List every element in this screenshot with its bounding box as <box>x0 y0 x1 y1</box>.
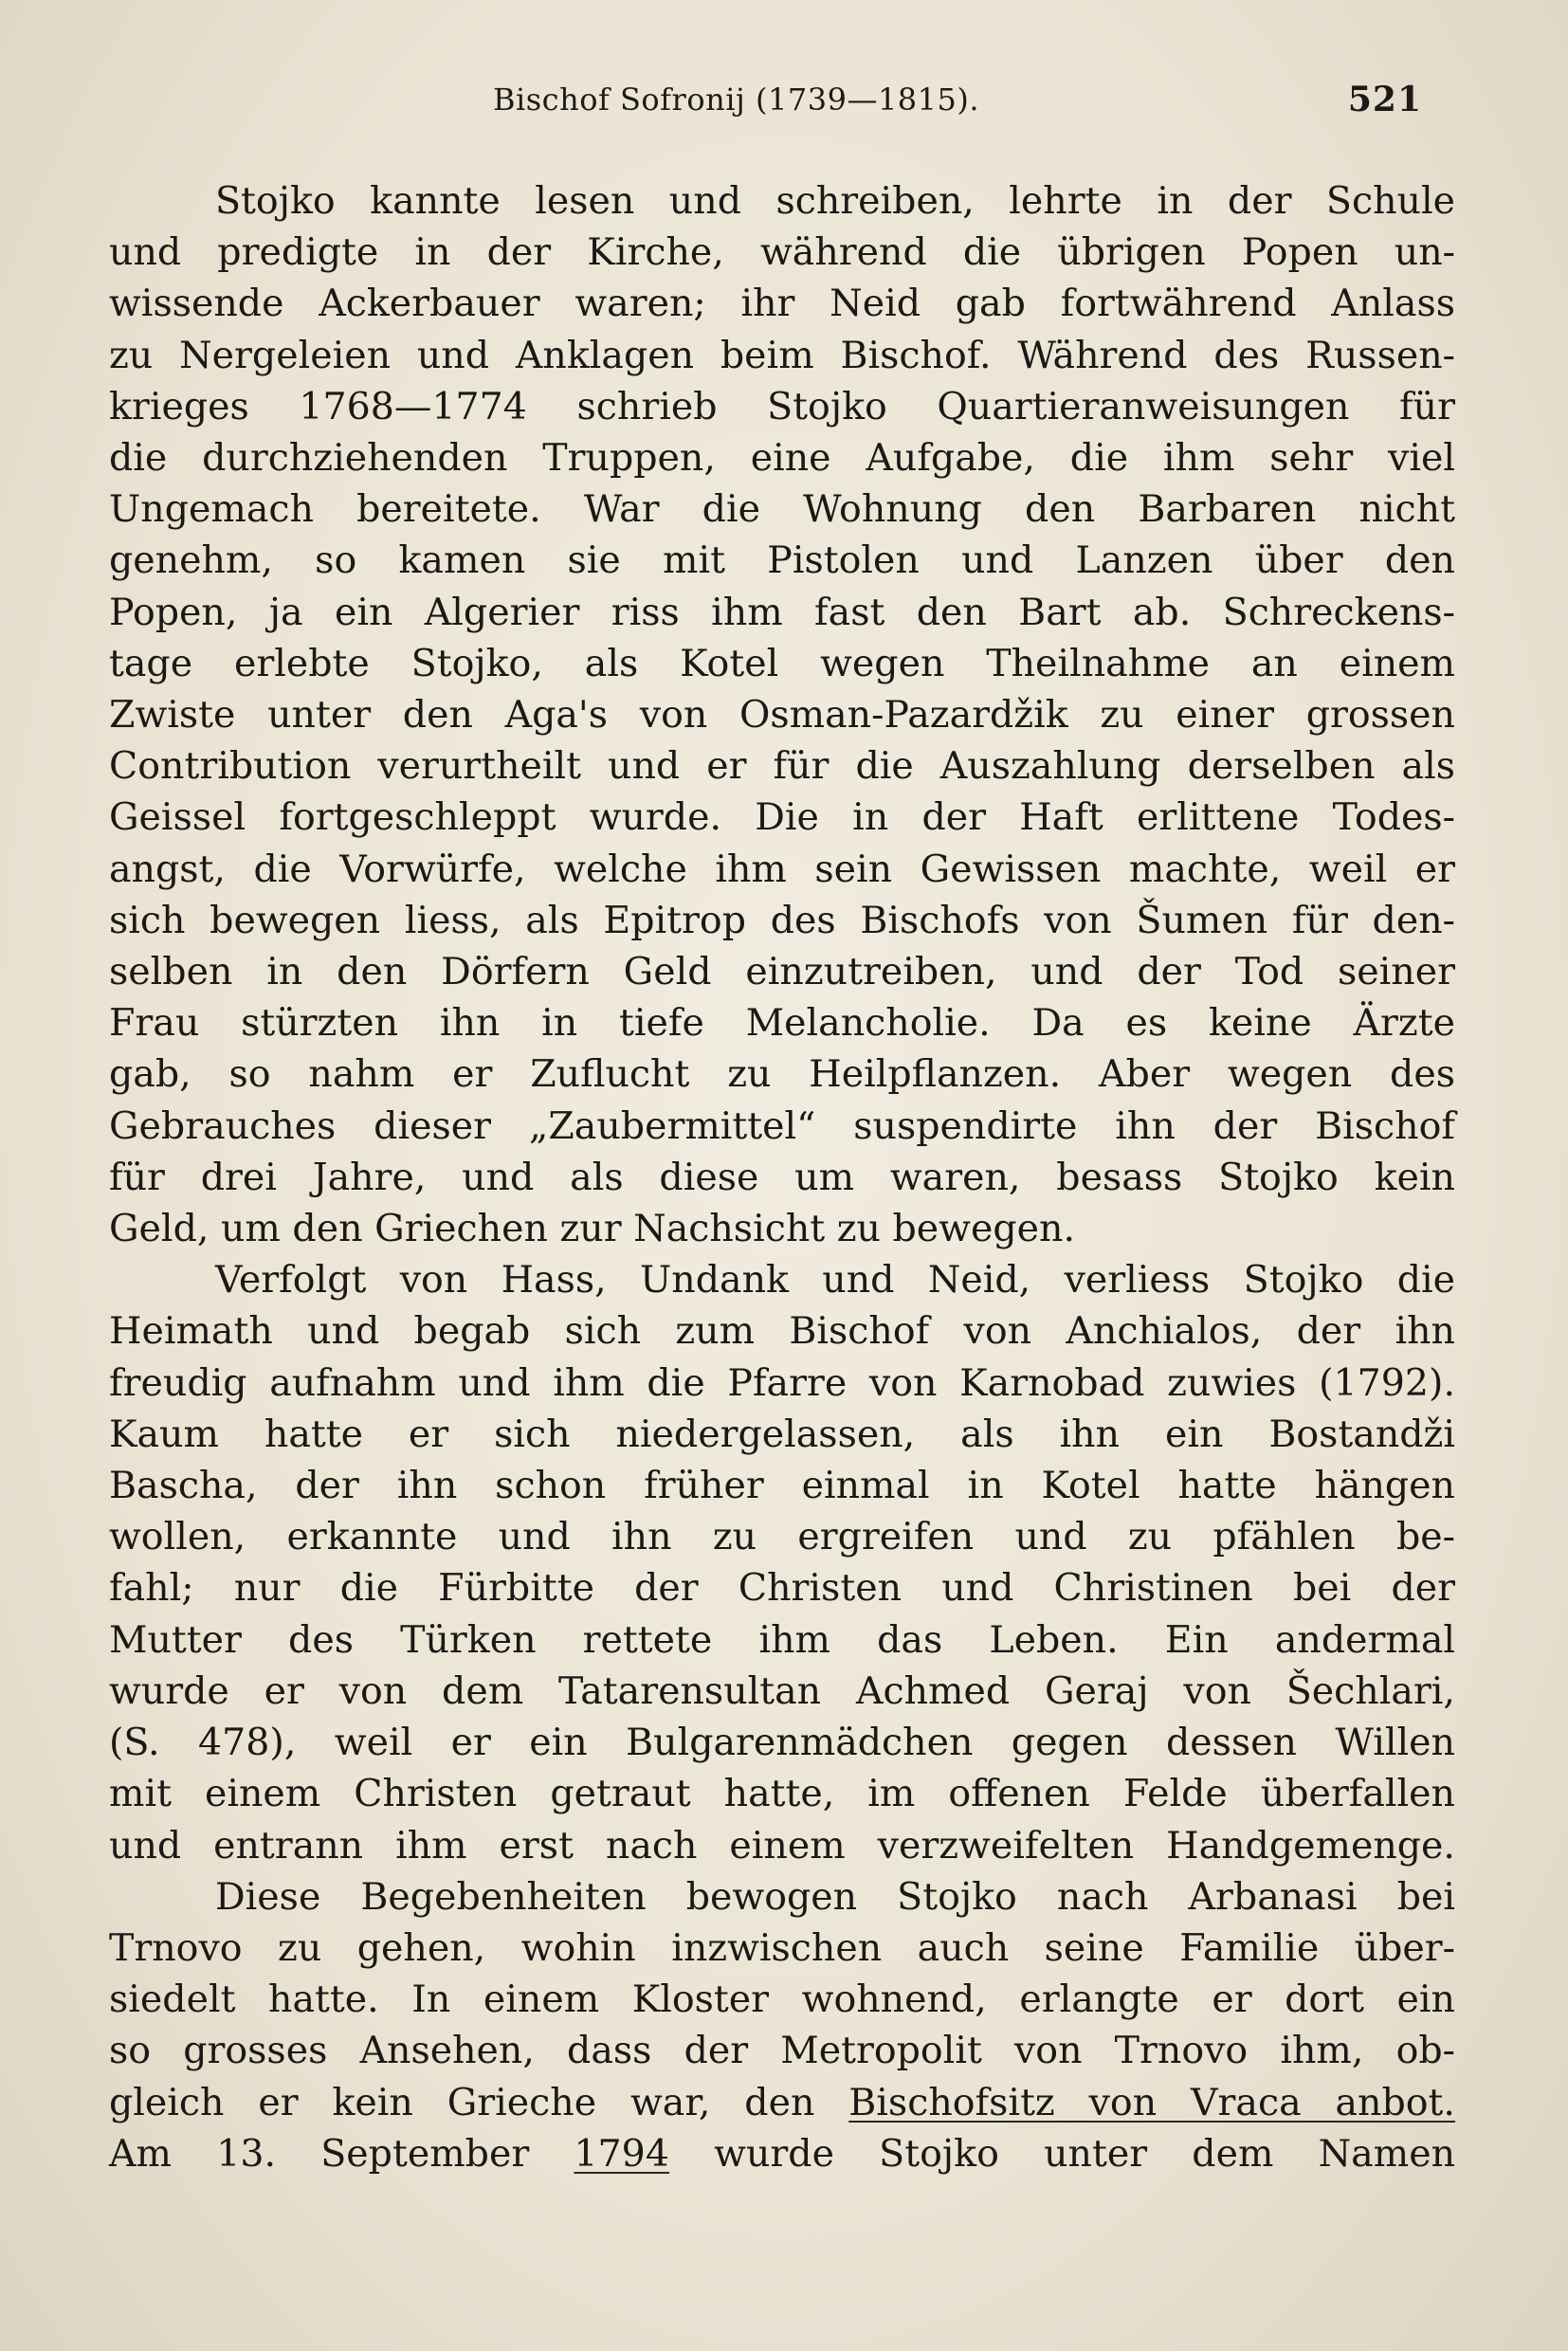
text-line: und entrann ihm erst nach einem verzweifelten Handgemenge. <box>109 1823 1455 1868</box>
text-line: selben in den Dörfern Geld einzutreiben, und der Tod seiner <box>109 950 1455 994</box>
paragraph-3 <box>109 1871 1455 2179</box>
text-line: Bascha, der ihn schon früher einmal in Kotel hatte hängen <box>109 1464 1455 1508</box>
text-line: wurde er von dem Tatarensultan Achmed Geraj von Šechlari, <box>109 1668 1455 1713</box>
text-line: zu Nergeleien und Anklagen beim Bischof. Während des Russen- <box>109 333 1455 377</box>
text-line: tage erlebte Stojko, als Kotel wegen Theilnahme an einem <box>109 641 1455 685</box>
text-line: Popen, ja ein Algerier riss ihm fast den Bart ab. Schreckens- <box>109 590 1455 634</box>
page-header <box>114 74 1422 131</box>
text-line: Geld, um den Griechen zur Nachsicht zu bewegen. <box>109 1207 1076 1251</box>
text-line: Ungemach bereitete. War die Wohnung den Barbaren nicht <box>109 487 1455 532</box>
text-line: Gebrauches dieser „Zaubermittel“ suspendirte ihn der Bischof <box>109 1103 1455 1148</box>
text-line: wissende Ackerbauer waren; ihr Neid gab fortwährend Anlass <box>109 282 1455 326</box>
paragraph-2 <box>109 1254 1455 1870</box>
text-line underlined: Am 13. September 1794 wurde Stojko unter dem Namen <box>109 2131 1456 2176</box>
text-line: Heimath und begab sich zum Bischof von Anchialos, der ihn <box>109 1309 1455 1354</box>
text-line: (S. 478), weil er ein Bulgarenmädchen gegen dessen Willen <box>109 1721 1455 1765</box>
text-line: Geissel fortgeschleppt wurde. Die in der Haft erlittene Todes- <box>109 795 1455 840</box>
text-line: krieges 1768—1774 schrieb Stojko Quartieranweisungen für <box>109 384 1455 428</box>
paragraph-1 <box>109 175 1455 1254</box>
text-line: Verfolgt von Hass, Undank und Neid, verliess Stojko die <box>215 1258 1455 1303</box>
body-text <box>109 175 1455 2179</box>
text-line: Mutter des Türken rettete ihm das Leben. Ein andermal <box>109 1617 1455 1662</box>
text-line underlined: gleich er kein Grieche war, den Bischofsitz von Vraca anbot. <box>109 2080 1455 2124</box>
page-number: 521 <box>1347 80 1422 119</box>
text-line: fahl; nur die Fürbitte der Christen und Christinen bei der <box>109 1566 1455 1611</box>
text-line: siedelt hatte. In einem Kloster wohnend, erlangte er dort ein <box>109 1977 1455 2022</box>
text-line: angst, die Vorwürfe, welche ihm sein Gewissen machte, weil er <box>109 847 1455 891</box>
text-line: freudig aufnahm und ihm die Pfarre von Karnobad zuwies (1792). <box>109 1360 1455 1405</box>
text-line: gab, so nahm er Zuflucht zu Heilpflanzen. Aber wegen des <box>109 1052 1455 1097</box>
text-line: Stojko kannte lesen und schreiben, lehrte in der Schule <box>215 179 1455 223</box>
text-line: Kaum hatte er sich niedergelassen, als ihn ein Bostandži <box>109 1412 1455 1456</box>
text-line: wollen, erkannte und ihn zu ergreifen und zu pfählen be- <box>109 1515 1455 1559</box>
text-line: genehm, so kamen sie mit Pistolen und Lanzen über den <box>109 538 1455 583</box>
text-line: Zwiste unter den Aga's von Osman-Pazardžik zu einer grossen <box>109 693 1455 738</box>
text-line: Frau stürzten ihn in tiefe Melancholie. Da es keine Ärzte <box>109 1001 1455 1046</box>
text-line: die durchziehenden Truppen, eine Aufgabe, die ihm sehr viel <box>109 436 1455 481</box>
underlined-phrase: 1794 <box>574 2131 669 2176</box>
text-line: so grosses Ansehen, dass der Metropolit von Trnovo ihm, ob- <box>109 2029 1455 2073</box>
running-head: Bischof Sofronij (1739—1815). <box>493 82 980 118</box>
text-line: Diese Begebenheiten bewogen Stojko nach Arbanasi bei <box>215 1874 1455 1919</box>
text-line: und predigte in der Kirche, während die übrigen Popen un- <box>109 230 1455 275</box>
text-line: sich bewegen liess, als Epitrop des Bischofs von Šumen für den- <box>109 898 1455 942</box>
text-line: mit einem Christen getraut hatte, im offenen Felde überfallen <box>109 1772 1455 1816</box>
underlined-phrase: Bischofsitz von Vraca anbot. <box>848 2080 1455 2124</box>
text-line: Contribution verurtheilt und er für die Auszahlung derselben als <box>109 744 1455 789</box>
text-line: Trnovo zu gehen, wohin inzwischen auch seine Familie über- <box>109 1925 1455 1970</box>
text-line: für drei Jahre, und als diese um waren, besass Stojko kein <box>109 1155 1455 1199</box>
